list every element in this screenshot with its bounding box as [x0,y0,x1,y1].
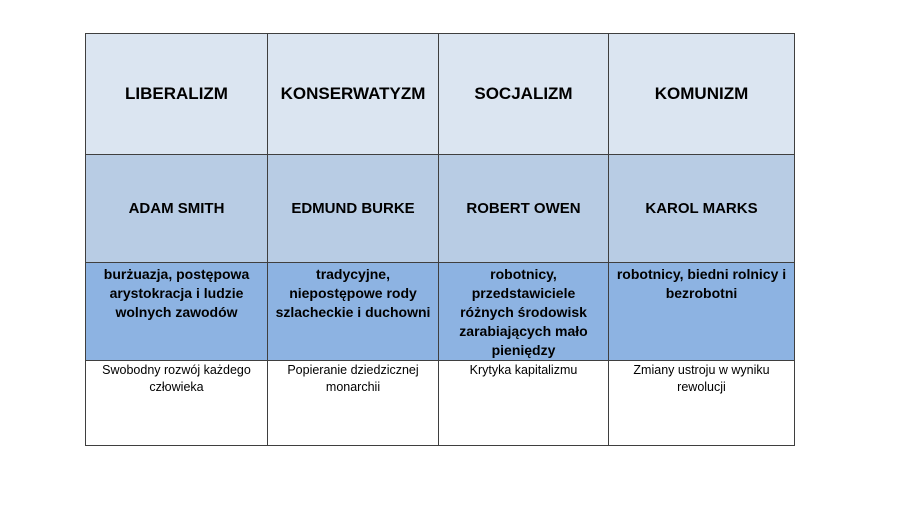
ideology-header-row [86,34,795,155]
goals-row [86,361,795,446]
thinkers-row [86,155,795,263]
social-base-cell: robotnicy, biedni rolnicy i bezrobotni [609,263,795,361]
thinker-cell: EDMUND BURKE [268,155,439,263]
goal-cell: Swobodny rozwój każdego człowieka [86,361,268,446]
goal-cell: Zmiany ustroju w wyniku rewolucji [609,361,795,446]
thinker-cell: ADAM SMITH [86,155,268,263]
social-base-row [86,263,795,361]
thinker-cell: KAROL MARKS [609,155,795,263]
goal-cell: Popieranie dziedzicznej monarchii [268,361,439,446]
thinker-cell: ROBERT OWEN [439,155,609,263]
social-base-cell: robotnicy, przedstawiciele różnych środowisk zarabiających mało pieniędzy [439,263,609,361]
social-base-cell: tradycyjne, niepostępowe rody szlacheckie i duchowni [268,263,439,361]
social-base-cell: burżuazja, postępowa arystokracja i ludzie wolnych zawodów [86,263,268,361]
header-komunizm: KOMUNIZM [609,34,795,155]
header-socjalizm: SOCJALIZM [439,34,609,155]
header-liberalizm: LIBERALIZM [86,34,268,155]
header-konserwatyzm: KONSERWATYZM [268,34,439,155]
ideologies-table [85,33,795,446]
goal-cell: Krytyka kapitalizmu [439,361,609,446]
